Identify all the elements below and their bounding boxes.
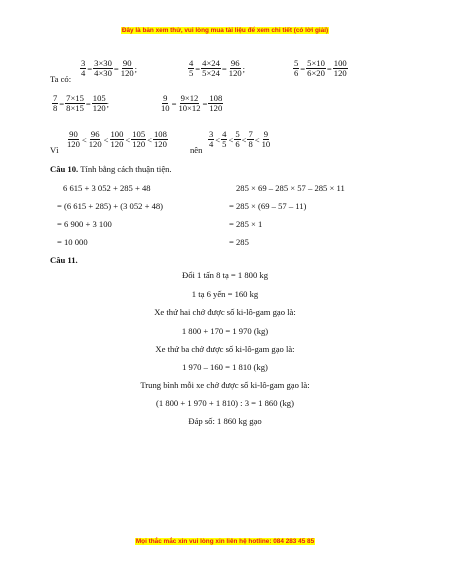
numerator: 100 <box>110 129 124 139</box>
calc-left-line-2: = (6 615 + 285) + (3 052 + 48) <box>57 201 164 211</box>
equals-sign: = <box>171 98 177 109</box>
denominator: 6 <box>235 139 240 150</box>
denominator: 120 <box>132 139 146 150</box>
calc-left-line-4: = 10 000 <box>57 237 88 247</box>
question-10-heading <box>50 164 172 174</box>
numerator: 3×30 <box>94 58 112 68</box>
calc-left-line-1: 6 615 + 3 052 + 285 + 48 <box>63 183 151 193</box>
question-11-label: Câu 11. <box>50 255 78 265</box>
less-than-sign: < <box>125 134 131 145</box>
denominator: 10×12 <box>178 103 201 114</box>
less-than-sign: < <box>228 134 234 145</box>
numerator: 90 <box>69 129 78 139</box>
equals-sign: = <box>202 98 208 109</box>
solution-line-5: Xe thứ ba chở được số ki-lô-gam gạo là: <box>155 344 295 354</box>
less-than-sign: < <box>81 134 87 145</box>
denominator: 5×24 <box>202 68 220 79</box>
less-than-sign: < <box>147 134 152 145</box>
fraction <box>66 130 81 149</box>
denominator: 120 <box>92 103 106 114</box>
denominator: 120 <box>88 139 102 150</box>
numerator: 4 <box>222 129 227 139</box>
numerator: 4×24 <box>202 58 220 68</box>
calc-right-line-2: = 285 × (69 – 57 – 11) <box>229 201 307 211</box>
calc-right-line-3: = 285 × 1 <box>229 219 263 229</box>
numerator: 108 <box>209 93 223 103</box>
fraction <box>131 130 146 149</box>
equals-sign: = <box>195 63 201 74</box>
denominator: 6×20 <box>307 68 325 79</box>
fraction-expanded <box>177 94 201 113</box>
numerator: 7 <box>248 129 253 139</box>
solution-line-6: 1 970 – 160 = 1 810 (kg) <box>182 362 268 372</box>
denominator: 8×15 <box>66 103 84 114</box>
numerator: 108 <box>154 129 167 139</box>
semicolon: ; <box>242 63 246 74</box>
numerator: 7×15 <box>66 93 84 103</box>
numerator: 9 <box>263 129 269 139</box>
question-10-label: Câu 10. <box>50 164 79 174</box>
solution-line-4: 1 800 + 170 = 1 970 (kg) <box>181 326 269 336</box>
solution-line-1: Đổi 1 tấn 8 tạ = 1 800 kg <box>181 270 268 280</box>
numerator: 96 <box>90 129 100 139</box>
calc-right-line-4: = 285 <box>229 237 249 247</box>
fraction-equality-5-6 <box>293 59 348 78</box>
denominator: 120 <box>209 103 223 114</box>
preview-notice-banner <box>0 27 450 34</box>
fraction <box>261 130 272 149</box>
denominator: 120 <box>228 68 242 79</box>
denominator: 5 <box>222 139 227 150</box>
solution-line-3: Xe thứ hai chở được số ki-lô-gam gạo là: <box>154 307 296 317</box>
vi-label: Vì <box>50 145 59 155</box>
less-than-sign: < <box>241 134 247 145</box>
denominator: 4 <box>81 68 86 79</box>
fraction-result <box>228 58 246 79</box>
fraction-result <box>120 58 138 79</box>
denominator: 120 <box>120 68 134 79</box>
numerator: 4 <box>189 58 194 68</box>
calc-right-line-1: 285 × 69 – 285 × 57 – 285 × 11 <box>236 183 345 193</box>
fraction-expanded <box>306 59 326 78</box>
numerator: 100 <box>333 58 347 68</box>
numerator: 5 <box>235 129 240 139</box>
calc-left-line-3: = 6 900 + 3 100 <box>57 219 112 229</box>
fraction-result <box>333 59 348 78</box>
fraction-result <box>92 93 110 114</box>
denominator: 120 <box>110 139 124 150</box>
denominator: 4×30 <box>94 68 112 79</box>
fraction <box>88 130 103 149</box>
denominator: 10 <box>261 139 271 150</box>
equals-sign: = <box>221 63 227 74</box>
fraction-expanded <box>93 59 113 78</box>
denominator: 120 <box>67 139 80 150</box>
numerator: 9×12 <box>180 93 199 103</box>
numerator: 105 <box>92 93 106 103</box>
numerator: 105 <box>132 129 146 139</box>
solution-line-2: 1 tạ 6 yến = 160 kg <box>191 289 259 299</box>
answer-line: Đáp số: 1 860 kg gạo <box>188 416 262 426</box>
ta-co-label: Ta có: <box>50 74 72 84</box>
equals-sign: = <box>326 63 332 74</box>
comparison-chain-original <box>208 130 271 149</box>
fraction-9-10 <box>160 94 171 113</box>
denominator: 4 <box>209 139 214 150</box>
fraction-equality-4-5 <box>188 59 245 78</box>
fraction-expanded <box>65 94 85 113</box>
semicolon: ; <box>134 63 138 74</box>
comparison-chain-120 <box>66 130 168 149</box>
equals-sign: = <box>85 98 91 109</box>
solution-line-7: Trung bình mỗi xe chở được số ki-lô-gam gạo là: <box>140 380 310 390</box>
fraction-equality-7-8 <box>52 94 109 113</box>
fraction-result <box>208 94 223 113</box>
fraction <box>153 130 168 149</box>
denominator: 6 <box>294 68 299 79</box>
hotline-banner <box>0 538 450 545</box>
numerator: 3 <box>209 129 214 139</box>
solution-line-8: (1 800 + 1 970 + 1 810) : 3 = 1 860 (kg) <box>156 398 294 408</box>
fraction-expanded <box>201 59 221 78</box>
denominator: 8 <box>53 103 58 114</box>
equals-sign: = <box>59 98 65 109</box>
numerator: 96 <box>230 58 240 68</box>
numerator: 3 <box>81 58 86 68</box>
question-10-text: Tính bằng cách thuận tiện. <box>80 164 172 174</box>
denominator: 8 <box>248 139 253 150</box>
numerator: 5×10 <box>307 58 325 68</box>
denominator: 5 <box>189 68 194 79</box>
equals-sign: = <box>87 63 93 74</box>
semicolon: ; <box>106 98 110 109</box>
equals-sign: = <box>113 63 119 74</box>
denominator: 120 <box>333 68 347 79</box>
denominator: 10 <box>161 103 170 114</box>
preview-notice-text: Đây là bản xem thử, vui lòng mua tài liệu để xem chi tiết (có lời giải) <box>121 27 329 34</box>
equals-sign: = <box>300 63 306 74</box>
fraction-equality-9-10 <box>160 94 223 113</box>
less-than-sign: < <box>103 134 109 145</box>
denominator: 120 <box>154 139 167 150</box>
less-than-sign: < <box>254 134 260 145</box>
numerator: 9 <box>163 93 168 103</box>
less-than-sign: < <box>215 134 221 145</box>
numerator: 90 <box>122 58 132 68</box>
hotline-text: Mọi thắc mắc xin vui lòng xin liên hệ hotline: 084 283 45 85 <box>135 538 315 545</box>
nen-label: nên <box>190 145 203 155</box>
numerator: 5 <box>294 58 299 68</box>
numerator: 7 <box>53 93 58 103</box>
fraction <box>110 130 125 149</box>
fraction-equality-3-4 <box>80 59 137 78</box>
